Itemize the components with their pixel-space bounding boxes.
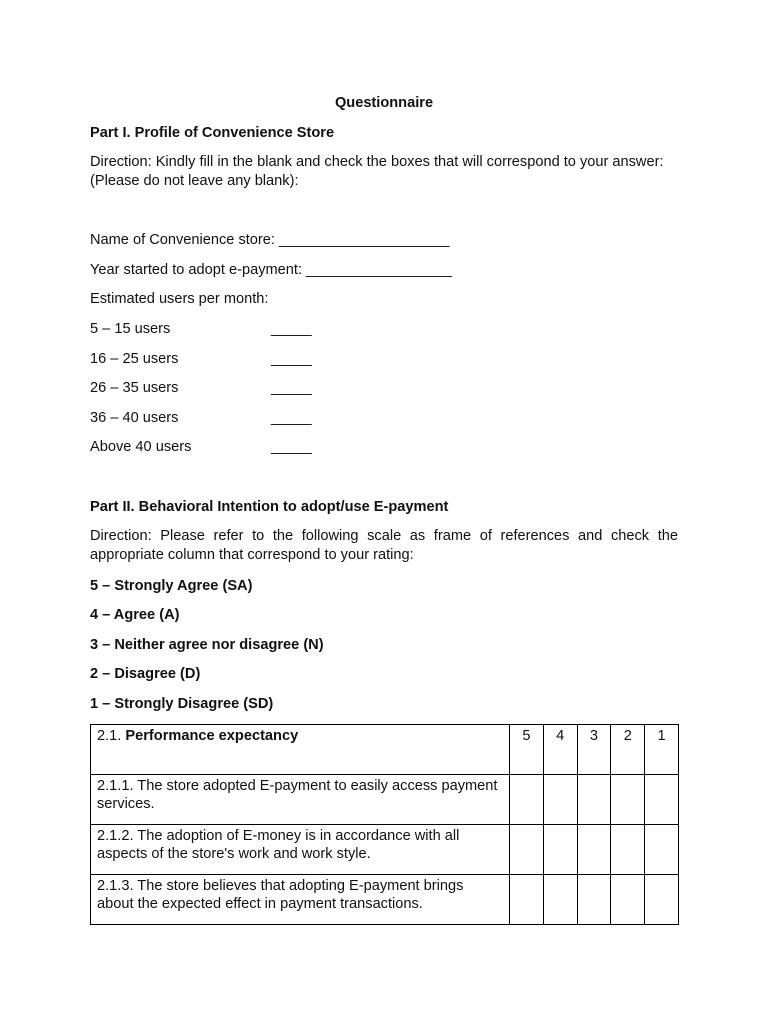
rating-cell-4[interactable] (543, 875, 577, 925)
statement-cell: 2.1.2. The adoption of E-money is in accordance with all aspects of the store's work and work style. (91, 825, 510, 875)
part1-direction-line1: Direction: Kindly fill in the blank and check the boxes that will correspond to your answer: (90, 154, 664, 170)
column-header-3: 3 (577, 725, 611, 775)
rating-cell-4[interactable] (543, 825, 577, 875)
scale-item: 1 – Strongly Disagree (SD) (90, 696, 274, 712)
rating-cell-3[interactable] (577, 875, 611, 925)
column-header-5: 5 (510, 725, 544, 775)
users-range-blank[interactable]: _____ (271, 439, 312, 455)
part2-heading: Part II. Behavioral Intention to adopt/use E-payment (90, 499, 449, 515)
table-row (91, 775, 679, 825)
column-header-1: 1 (645, 725, 679, 775)
users-range-blank[interactable]: _____ (271, 410, 312, 426)
rating-cell-5[interactable] (510, 875, 544, 925)
rating-cell-1[interactable] (645, 875, 679, 925)
store-name-field[interactable]: Name of Convenience store: _____________________ (90, 232, 450, 248)
table-row (91, 875, 679, 925)
scale-item: 3 – Neither agree nor disagree (N) (90, 637, 324, 653)
section-title: Performance expectancy (125, 728, 299, 744)
statement-cell: 2.1.3. The store believes that adopting E-payment brings about the expected effect in payment transactions. (91, 875, 510, 925)
table-header-row (91, 725, 679, 775)
users-range-option (90, 438, 390, 456)
users-range-label: 36 – 40 users (90, 410, 179, 426)
rating-cell-3[interactable] (577, 775, 611, 825)
column-header-4: 4 (543, 725, 577, 775)
users-range-option (90, 409, 390, 427)
rating-cell-5[interactable] (510, 825, 544, 875)
scale-item: 2 – Disagree (D) (90, 666, 201, 682)
scale-item: 4 – Agree (A) (90, 607, 180, 623)
users-range-blank[interactable]: _____ (271, 351, 312, 367)
part2-direction-line2: appropriate column that correspond to your rating: (90, 547, 414, 563)
users-range-blank[interactable]: _____ (271, 380, 312, 396)
users-range-label: 26 – 35 users (90, 380, 179, 396)
rating-cell-2[interactable] (611, 825, 645, 875)
rating-cell-1[interactable] (645, 775, 679, 825)
rating-cell-5[interactable] (510, 775, 544, 825)
users-range-option (90, 350, 390, 368)
document-title: Questionnaire (334, 95, 434, 111)
users-range-blank[interactable]: _____ (271, 321, 312, 337)
users-range-label: 16 – 25 users (90, 351, 179, 367)
section-number: 2.1. (97, 728, 126, 744)
part2-direction-line1: Direction: Please refer to the following scale as frame of references and check the (90, 528, 678, 544)
part1-heading: Part I. Profile of Convenience Store (90, 125, 335, 141)
rating-table (90, 724, 679, 925)
rating-cell-3[interactable] (577, 825, 611, 875)
users-range-label: Above 40 users (90, 439, 192, 455)
estimated-users-label: Estimated users per month: (90, 291, 269, 307)
users-range-option (90, 320, 390, 338)
rating-cell-4[interactable] (543, 775, 577, 825)
rating-cell-1[interactable] (645, 825, 679, 875)
section-title-cell (91, 725, 510, 775)
scale-item: 5 – Strongly Agree (SA) (90, 578, 253, 594)
rating-cell-2[interactable] (611, 775, 645, 825)
rating-cell-2[interactable] (611, 875, 645, 925)
column-header-2: 2 (611, 725, 645, 775)
users-range-option (90, 379, 390, 397)
table-row (91, 825, 679, 875)
statement-cell: 2.1.1. The store adopted E-payment to easily access payment services. (91, 775, 510, 825)
part1-direction-line2: (Please do not leave any blank): (90, 173, 299, 189)
users-range-label: 5 – 15 users (90, 321, 171, 337)
year-started-field[interactable]: Year started to adopt e-payment: __________________ (90, 262, 453, 278)
